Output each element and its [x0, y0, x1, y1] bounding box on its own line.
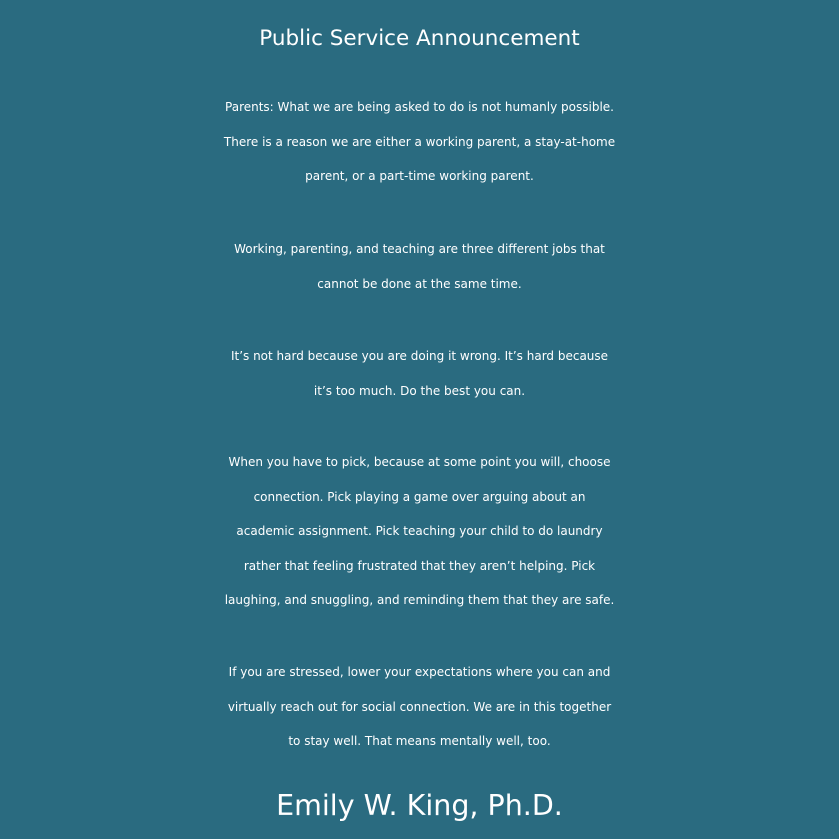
- paragraph-line: There is a reason we are either a working parent, a stay-at-home: [223, 134, 616, 149]
- paragraph-not-hard: [0, 339, 839, 408]
- paragraph-choose-connection: [0, 445, 839, 618]
- paragraph-line: parent, or a part-time working parent.: [305, 169, 534, 183]
- paragraph-line: When you have to pick, because at some point you will, choose: [228, 455, 611, 469]
- paragraph-line: If you are stressed, lower your expectations where you can and: [228, 665, 611, 679]
- author-signature: Emily W. King, Ph.D.: [276, 789, 563, 822]
- paragraph-parents: [0, 90, 839, 194]
- paragraph-line: cannot be done at the same time.: [317, 276, 522, 291]
- paragraph-line: laughing, and snuggling, and reminding them that they are safe.: [224, 593, 615, 607]
- announcement-heading: Public Service Announcement: [259, 26, 580, 51]
- paragraph-line: virtually reach out for social connection. We are in this together: [227, 699, 612, 714]
- paragraph-line: rather that feeling frustrated that they aren’t helping. Pick: [243, 558, 596, 573]
- paragraph-line: it’s too much. Do the best you can.: [313, 383, 526, 398]
- paragraph-stressed: [0, 655, 839, 759]
- paragraph-line: connection. Pick playing a game over arguing about an: [253, 489, 586, 504]
- paragraph-line: to stay well. That means mentally well, too.: [288, 734, 551, 748]
- paragraph-line: Working, parenting, and teaching are three different jobs that: [234, 242, 605, 256]
- paragraph-line: Parents: What we are being asked to do is not humanly possible.: [225, 100, 614, 114]
- paragraph-line: academic assignment. Pick teaching your child to do laundry: [236, 524, 603, 538]
- paragraph-line: It’s not hard because you are doing it wrong. It’s hard because: [230, 349, 609, 363]
- paragraph-three-jobs: [0, 232, 839, 301]
